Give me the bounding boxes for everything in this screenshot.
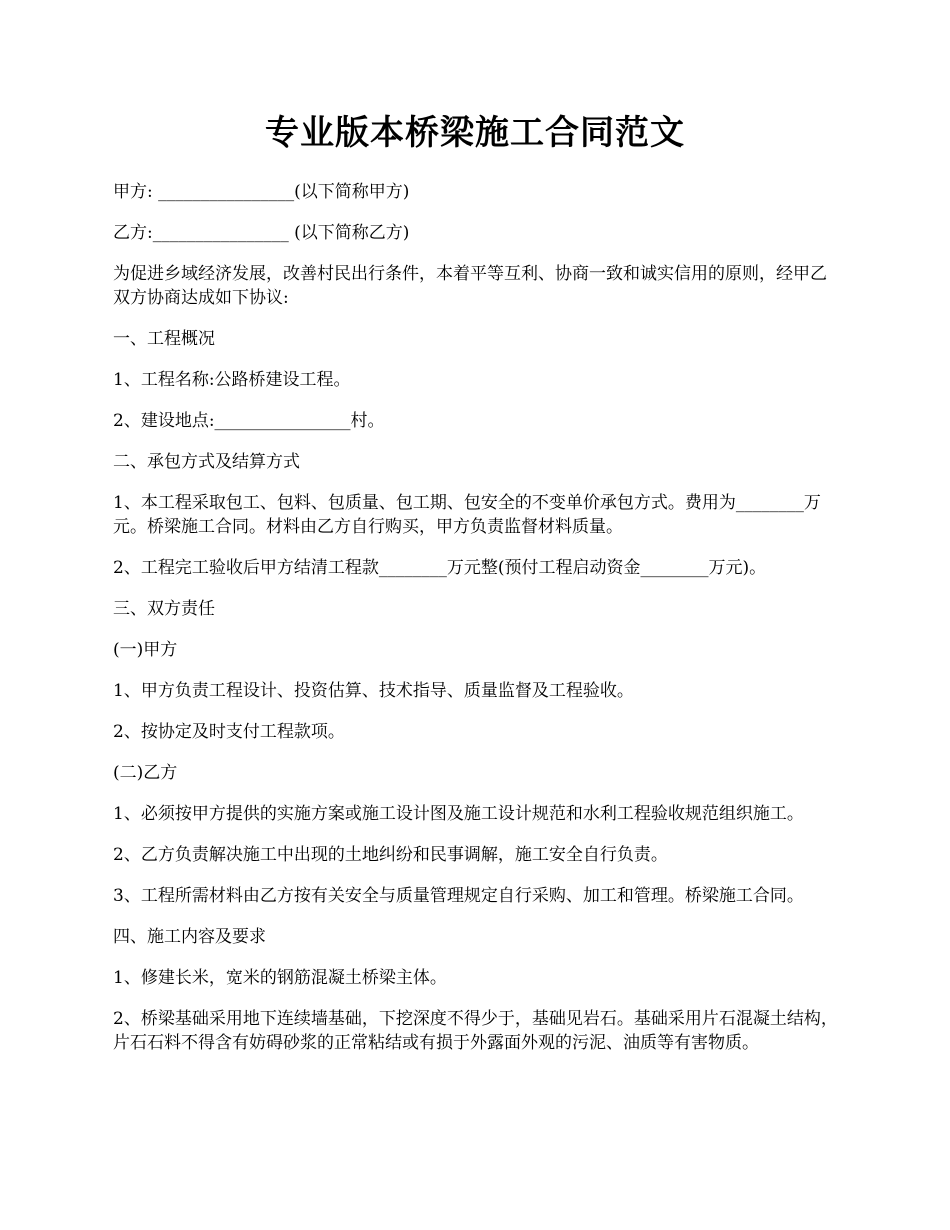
subsection-heading: (二)乙方	[113, 763, 178, 783]
clause-paragraph: 2、乙方负责解决施工中出现的土地纠纷和民事调解，施工安全自行负责。	[113, 845, 668, 865]
preamble-paragraph: 为促进乡域经济发展，改善村民出行条件，本着平等互利、协商一致和诚实信用的原则，经甲乙双方协商达成如下协议:	[113, 264, 827, 308]
document-body	[113, 180, 838, 1072]
clause-paragraph: 1、甲方负责工程设计、投资估算、技术指导、质量监督及工程验收。	[113, 681, 634, 701]
document-title: 专业版本桥梁施工合同范文	[265, 113, 685, 153]
section-heading: 三、双方责任	[113, 599, 215, 619]
party-a-line: 甲方: ________________(以下简称甲方)	[113, 182, 410, 202]
section-heading: 一、工程概况	[113, 329, 215, 349]
clause-paragraph: 1、本工程采取包工、包料、包质量、包工期、包安全的不变单价承包方式。费用为________万元。桥梁施工合同。材料由乙方自行购买，甲方负责监督材料质量。	[113, 493, 821, 537]
clause-paragraph: 2、桥梁基础采用地下连续墙基础，下挖深度不得少于，基础见岩石。基础采用片石混凝土结构，片石石料不得含有妨碍砂浆的正常粘结或有损于外露面外观的污泥、油质等有害物质。	[113, 1009, 838, 1053]
clause-paragraph: 2、按协定及时支付工程款项。	[113, 722, 345, 742]
section-heading: 四、施工内容及要求	[113, 927, 266, 947]
section-heading: 二、承包方式及结算方式	[113, 452, 300, 472]
clause-paragraph: 2、建设地点:________________村。	[113, 411, 385, 431]
clause-paragraph: 1、工程名称:公路桥建设工程。	[113, 370, 351, 390]
clause-paragraph: 1、修建长米，宽米的钢筋混凝土桥梁主体。	[113, 968, 447, 988]
clause-paragraph: 1、必须按甲方提供的实施方案或施工设计图及施工设计规范和水利工程验收规范组织施工。	[113, 804, 804, 824]
subsection-heading: (一)甲方	[113, 640, 178, 660]
clause-paragraph: 3、工程所需材料由乙方按有关安全与质量管理规定自行采购、加工和管理。桥梁施工合同。	[113, 886, 804, 906]
clause-paragraph: 2、工程完工验收后甲方结清工程款________万元整(预付工程启动资金________万元)。	[113, 558, 767, 578]
party-b-line: 乙方:________________ (以下简称乙方)	[113, 223, 410, 243]
